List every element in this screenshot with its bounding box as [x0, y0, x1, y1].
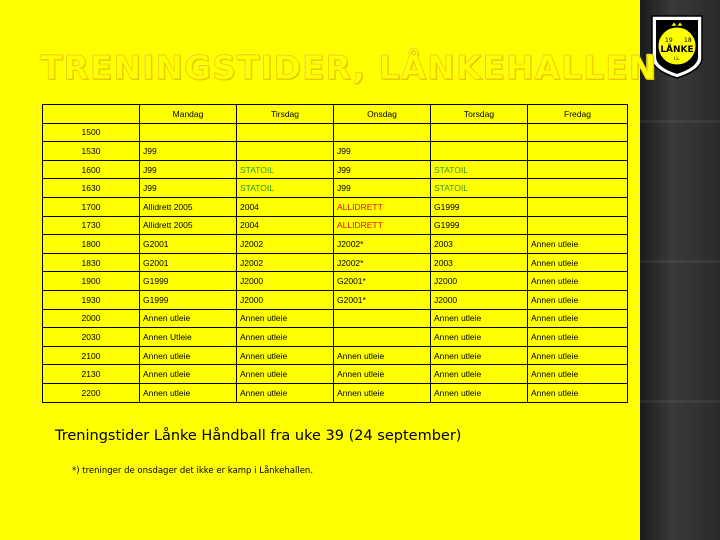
- logo-name: LÅNKE: [660, 45, 694, 55]
- time-cell: 1800: [43, 235, 140, 254]
- schedule-cell: Annen utleie: [237, 328, 334, 347]
- table-row: [43, 160, 628, 179]
- table-row: [43, 253, 628, 272]
- schedule-cell: J2000: [431, 290, 528, 309]
- time-cell: 2130: [43, 365, 140, 384]
- schedule-cell: J2000: [237, 290, 334, 309]
- time-cell: 1600: [43, 160, 140, 179]
- schedule-cell: G1999: [431, 216, 528, 235]
- schedule-cell: 2004: [237, 216, 334, 235]
- logo-year-right: 18: [684, 37, 692, 44]
- schedule-cell: STATOIL: [431, 179, 528, 198]
- schedule-cell: J99: [140, 142, 237, 161]
- schedule-cell: G1999: [431, 197, 528, 216]
- time-cell: 1830: [43, 253, 140, 272]
- header-fredag: Fredag: [528, 105, 628, 124]
- table-row: [43, 346, 628, 365]
- schedule-cell: [334, 309, 431, 328]
- schedule-cell: [334, 328, 431, 347]
- schedule-cell: Annen utleie: [140, 383, 237, 402]
- schedule-cell: Annen utleie: [431, 346, 528, 365]
- schedule-cell: [431, 123, 528, 142]
- schedule-cell: [528, 142, 628, 161]
- schedule-cell: Annen utleie: [431, 309, 528, 328]
- schedule-cell: [431, 142, 528, 161]
- schedule-cell: Annen utleie: [334, 346, 431, 365]
- schedule-cell: Allidrett 2005: [140, 216, 237, 235]
- schedule-cell: [237, 142, 334, 161]
- schedule-cell: Allidrett 2005: [140, 197, 237, 216]
- schedule-cell: STATOIL: [237, 160, 334, 179]
- table-row: [43, 123, 628, 142]
- schedule-cell: Annen utleie: [334, 383, 431, 402]
- schedule-cell: J99: [140, 160, 237, 179]
- schedule-cell: Annen utleie: [528, 346, 628, 365]
- schedule-cell: [528, 197, 628, 216]
- time-cell: 1900: [43, 272, 140, 291]
- header-time: [43, 105, 140, 124]
- time-cell: 1730: [43, 216, 140, 235]
- schedule-cell: Annen utleie: [528, 253, 628, 272]
- schedule-table: [42, 104, 628, 403]
- schedule-cell: G2001*: [334, 290, 431, 309]
- schedule-cell: G2001: [140, 235, 237, 254]
- schedule-cell: 2003: [431, 253, 528, 272]
- schedule-cell: 2003: [431, 235, 528, 254]
- time-cell: 2000: [43, 309, 140, 328]
- schedule-cell: G1999: [140, 272, 237, 291]
- schedule-cell: Annen Utleie: [140, 328, 237, 347]
- info-text: Treningstider Lånke Håndball fra uke 39 (24 september): [55, 428, 462, 444]
- time-cell: 2030: [43, 328, 140, 347]
- table-row: [43, 383, 628, 402]
- schedule-cell: G2001*: [334, 272, 431, 291]
- table-row: [43, 197, 628, 216]
- schedule-cell: Annen utleie: [431, 383, 528, 402]
- schedule-cell: J2002: [237, 253, 334, 272]
- table-row: [43, 328, 628, 347]
- schedule-cell: STATOIL: [237, 179, 334, 198]
- table-header-row: [43, 105, 628, 124]
- schedule-cell: J99: [334, 142, 431, 161]
- schedule-cell: [528, 160, 628, 179]
- schedule-cell: Annen utleie: [528, 290, 628, 309]
- header-torsdag: Torsdag: [431, 105, 528, 124]
- schedule-cell: G2001: [140, 253, 237, 272]
- schedule-cell: Annen utleie: [237, 346, 334, 365]
- schedule-cell: Annen utleie: [528, 328, 628, 347]
- table-row: [43, 235, 628, 254]
- schedule-cell: J2002*: [334, 253, 431, 272]
- schedule-cell: [140, 123, 237, 142]
- table-row: [43, 309, 628, 328]
- schedule-cell: Annen utleie: [237, 365, 334, 384]
- time-cell: 1700: [43, 197, 140, 216]
- logo-year-left: 19: [665, 37, 673, 44]
- schedule-cell: [528, 179, 628, 198]
- schedule-cell: ALLIDRETT: [334, 216, 431, 235]
- schedule-cell: J2002*: [334, 235, 431, 254]
- time-cell: 1630: [43, 179, 140, 198]
- schedule-cell: Annen utleie: [528, 309, 628, 328]
- schedule-cell: Annen utleie: [528, 235, 628, 254]
- table-row: [43, 365, 628, 384]
- schedule-cell: J99: [334, 179, 431, 198]
- time-cell: 1930: [43, 290, 140, 309]
- schedule-cell: J99: [334, 160, 431, 179]
- schedule-cell: 2004: [237, 197, 334, 216]
- time-cell: 2200: [43, 383, 140, 402]
- table-row: [43, 179, 628, 198]
- schedule-cell: Annen utleie: [528, 383, 628, 402]
- header-tirsdag: Tirsdag: [237, 105, 334, 124]
- schedule-cell: [528, 216, 628, 235]
- table-row: [43, 142, 628, 161]
- schedule-cell: Annen utleie: [528, 272, 628, 291]
- schedule-cell: STATOIL: [431, 160, 528, 179]
- logo-suffix: I.L.: [673, 57, 681, 62]
- schedule-cell: [334, 123, 431, 142]
- schedule-cell: J99: [140, 179, 237, 198]
- schedule-cell: J2002: [237, 235, 334, 254]
- schedule-cell: [528, 123, 628, 142]
- time-cell: 1500: [43, 123, 140, 142]
- schedule-body: [43, 123, 628, 402]
- schedule-cell: Annen utleie: [140, 309, 237, 328]
- schedule-cell: J2000: [237, 272, 334, 291]
- schedule-cell: Annen utleie: [237, 309, 334, 328]
- schedule-cell: Annen utleie: [334, 365, 431, 384]
- table-row: [43, 216, 628, 235]
- table-row: [43, 290, 628, 309]
- schedule-cell: ALLIDRETT: [334, 197, 431, 216]
- schedule-cell: J2000: [431, 272, 528, 291]
- schedule-cell: Annen utleie: [431, 328, 528, 347]
- schedule-cell: Annen utleie: [140, 346, 237, 365]
- schedule-cell: Annen utleie: [237, 383, 334, 402]
- table-row: [43, 272, 628, 291]
- footnote: *) treninger de onsdager det ikke er kamp i Lånkehallen.: [72, 466, 314, 476]
- club-logo: [650, 14, 704, 80]
- schedule-cell: G1999: [140, 290, 237, 309]
- schedule-cell: Annen utleie: [140, 365, 237, 384]
- header-mandag: Mandag: [140, 105, 237, 124]
- time-cell: 2100: [43, 346, 140, 365]
- header-onsdag: Onsdag: [334, 105, 431, 124]
- schedule-cell: Annen utleie: [528, 365, 628, 384]
- schedule-cell: [237, 123, 334, 142]
- page-title: TRENINGSTIDER, LÅNKEHALLEN: [40, 48, 658, 87]
- schedule-cell: Annen utleie: [431, 365, 528, 384]
- time-cell: 1530: [43, 142, 140, 161]
